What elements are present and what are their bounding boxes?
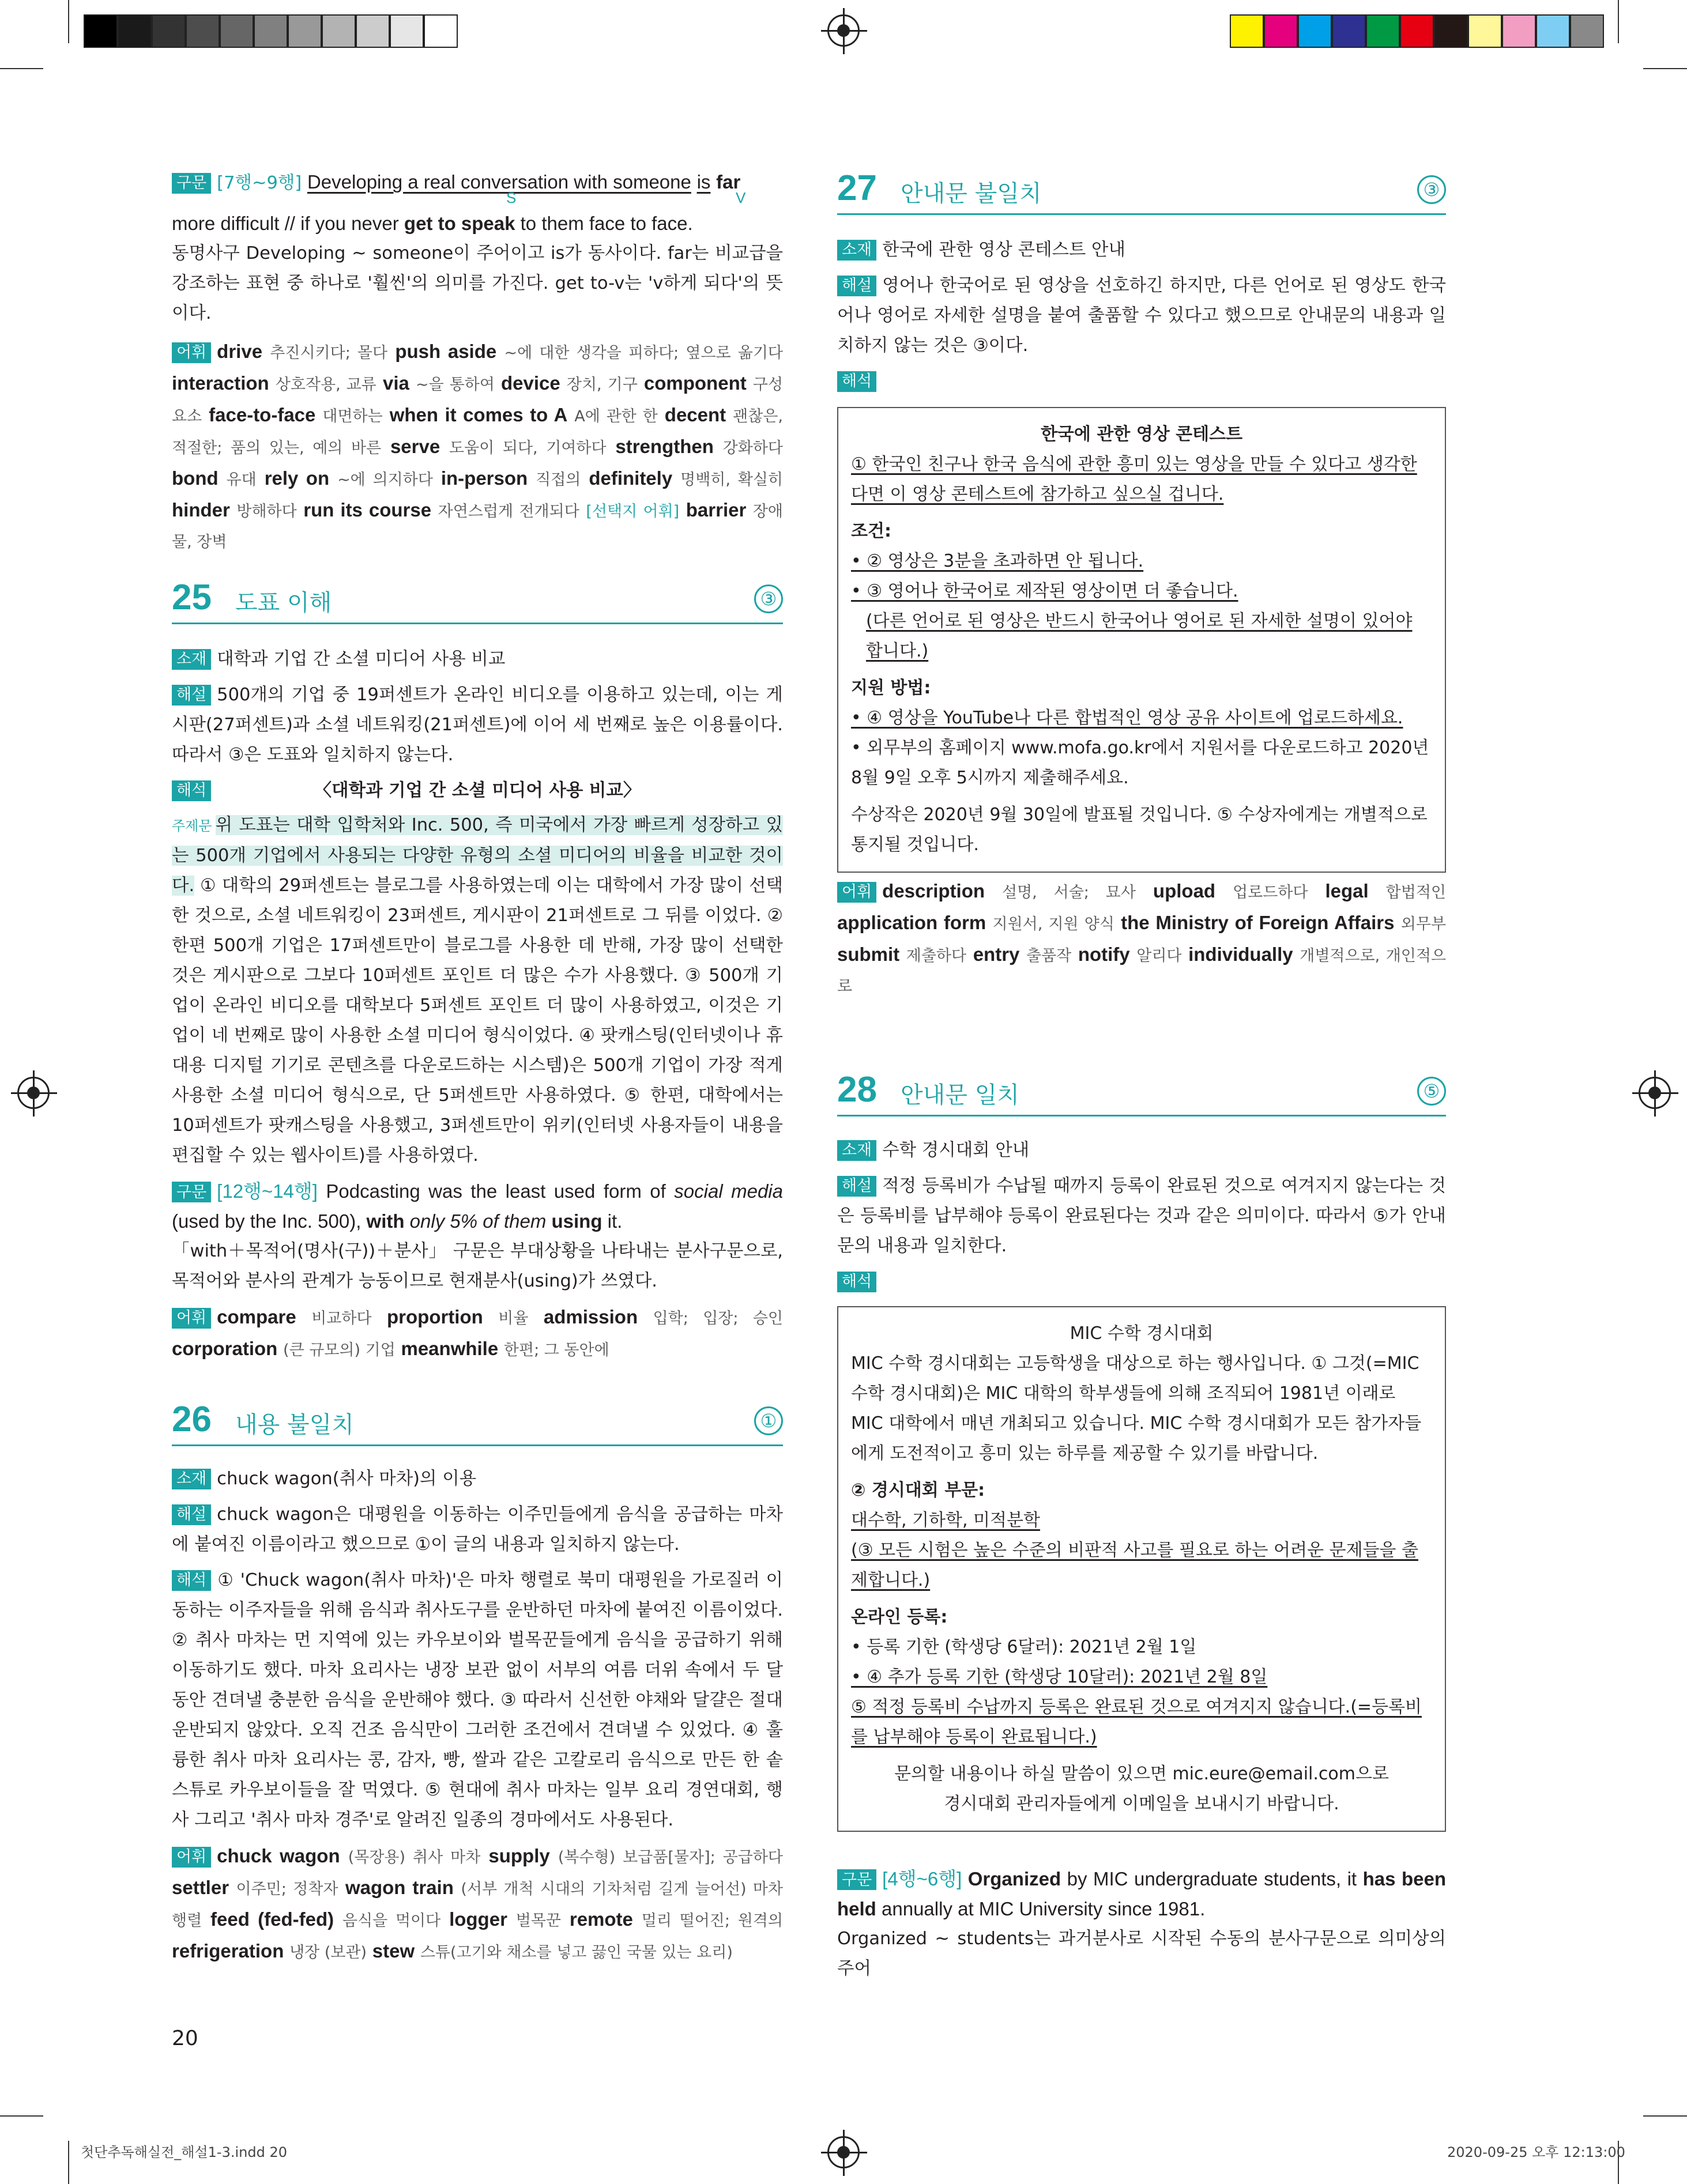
vocab-word: feed (fed-fed) — [210, 1908, 334, 1930]
vocab-word: run its course — [303, 499, 432, 520]
vocab-word: notify — [1078, 944, 1130, 965]
registration-item: • 등록 기한 (학생당 6달러): 2021년 2월 1일 — [851, 1637, 1197, 1657]
question-27-header — [837, 167, 1446, 215]
color-swatch — [1400, 14, 1434, 48]
vocab-word: decent — [664, 404, 726, 425]
crop-line — [1643, 68, 1687, 69]
question-number: 26 — [172, 1400, 212, 1439]
haeseol-tag: 해설 — [837, 1176, 876, 1197]
color-swatch — [1502, 14, 1536, 48]
question-number: 27 — [837, 168, 877, 208]
vocab-meaning: 도움이 되다, 기여하다 — [449, 439, 607, 457]
topic-label: 주제문 — [172, 818, 212, 834]
vocab-word: the Ministry of Foreign Affairs — [1121, 912, 1395, 933]
sojae-tag: 소재 — [837, 240, 876, 261]
vocab-meaning: 업로드하다 — [1233, 884, 1308, 901]
vocab-word: compare — [217, 1306, 296, 1327]
translation-body: ① 'Chuck wagon(취사 마차)'은 마차 행렬로 북미 대평원을 가로질러 이동하는 이주자들을 위해 음식과 취사도구를 운반하던 마차에 붙여진 이름이었다. ② 취사 마차는 먼 지역에 있는 카우보이와 벌목꾼들에게 음식을 공급하기 위해 이동하기도 했다. 마차 요리사는 냉장 보관 없이 서부의 여름 더위 속에서 두 달 동안 견뎌낼 충분한 음식을 운반해야 했다. ③ 따라서 신선한 야채와 달걀은 절대 운반되지 않았다. 오직 건조 음식만이 그러한 조건에서 견뎌낼 수 있었다. ④ 훌륭한 취사 마차 요리사는 콩, 감자, 빵, 쌀과 같은 고칼로리 음식으로 만든 한 솥 스튜로 카우보이들을 잘 먹였다. ⑤ 현대에 취사 마차는 일부 요리 경연대회, 행사 그리고 '취사 마차 경주'로 알려진 일종의 경마에서도 사용된다. — [172, 1570, 783, 1830]
vocab-meaning: 강화하다 — [722, 439, 783, 457]
sentence-part: by MIC undergraduate students, it — [1061, 1868, 1363, 1889]
question-number: 28 — [837, 1070, 877, 1110]
vocab-meaning: ~을 통하여 — [415, 376, 495, 394]
registration-mark-top — [827, 14, 860, 47]
vocab-word: individually — [1188, 944, 1293, 965]
answer-circle: ⑤ — [1417, 1077, 1446, 1106]
question-title: 안내문 불일치 — [901, 180, 1042, 207]
vocab-meaning: 멀리 떨어진; 원격의 — [641, 1912, 783, 1930]
vocab-meaning: 한편; 그 동안에 — [503, 1341, 609, 1359]
vocab-word: admission — [543, 1306, 638, 1327]
registration-mark-left — [17, 1077, 50, 1109]
line-range: [4행~6행] — [882, 1868, 962, 1889]
registration-mark-bottom — [827, 2136, 860, 2168]
crop-line — [1618, 0, 1619, 43]
color-swatch — [186, 14, 220, 48]
vocab-meaning: (목장용) 취사 마차 — [348, 1849, 481, 1866]
vocab-word: chuck wagon — [217, 1845, 340, 1866]
vocab-word: rely on — [264, 467, 330, 489]
apply-label: 지원 방법: — [851, 678, 931, 698]
vocab-meaning: 추진시키다; 몰다 — [270, 344, 388, 362]
apply-item: • ④ 영상을 YouTube나 다른 합법적인 영상 공유 사이트에 업로드하세요. — [851, 708, 1403, 728]
vocab-word: stew — [372, 1940, 415, 1962]
color-swatch — [356, 14, 390, 48]
color-swatch — [84, 14, 118, 48]
sentence-part: Podcasting was the least used form of — [326, 1180, 675, 1202]
vocab-meaning: A에 관한 한 — [574, 408, 658, 425]
vocab-word: in-person — [440, 467, 528, 489]
question-25-header — [172, 576, 783, 624]
contact-line: 경시대회 관리자들에게 이메일을 보내시기 바랍니다. — [944, 1794, 1339, 1814]
color-swatch — [254, 14, 288, 48]
division-note: (③ 모든 시험은 높은 수준의 비판적 사고를 필요로 하는 어려운 문제들을 출제합니다.) — [851, 1540, 1418, 1590]
vocab-meaning: 괜찮은, 적절한; 품의 있는, 예의 바른 — [172, 408, 783, 457]
vocab-word: refrigeration — [172, 1940, 284, 1962]
sojae-text: 한국에 관한 영상 콘테스트 안내 — [882, 240, 1125, 260]
vocab-tag: 어휘 — [172, 342, 211, 363]
crop-line — [1643, 2115, 1687, 2117]
answer-circle: ① — [754, 1406, 783, 1435]
vocab-word: interaction — [172, 372, 269, 394]
vocab-meaning: 냉장 (보관) — [289, 1944, 367, 1962]
vocab-tag: 어휘 — [172, 1847, 211, 1868]
sojae-tag: 소재 — [172, 649, 211, 670]
color-swatch — [424, 14, 458, 48]
question-25-body — [172, 644, 783, 1366]
vocab-word: entry — [973, 944, 1020, 965]
haeseol-text: 영어나 한국어로 된 영상을 선호하긴 하지만, 다른 언어로 된 영상도 한국어나 영어로 자세한 설명을 붙여 출품할 수 있다고 했으므로 안내문의 내용과 일치하지 않는 것은 ③이다. — [837, 276, 1446, 356]
division-items: 대수학, 기하학, 미적분학 — [851, 1510, 1040, 1530]
notice-title: MIC 수학 경시대회 — [1070, 1323, 1214, 1344]
question-title: 내용 불일치 — [235, 1412, 354, 1438]
notice-paragraph: MIC 수학 경시대회는 고등학생을 대상으로 하는 행사입니다. ① 그것(=MIC 수학 경시대회)은 MIC 대학의 학부생들에 의해 조직되어 1981년 이래로 MIC 대학에서 매년 개최되고 있습니다. MIC 수학 경시대회가 모든 참가자들에게 도전적이고 흥미 있는 하루를 제공할 수 있기를 바랍니다. — [851, 1353, 1422, 1463]
sojae-tag: 소재 — [837, 1140, 876, 1161]
gumun-explanation: 동명사구 Developing ~ someone이 주어이고 is가 동사이다. far는 비교급을 강조하는 표현 중 하나로 '훨씬'의 의미를 가진다. get to-v는 'v하게 되다'의 뜻이다. — [172, 243, 783, 323]
vocab-meaning: 스튜(고기와 채소를 넣고 끓인 국물 있는 요리) — [420, 1944, 733, 1962]
question-26-body — [172, 1464, 783, 1968]
contest-notice-box — [837, 407, 1446, 873]
haeseok-tag: 해석 — [172, 1570, 211, 1591]
sentence-part: social media — [674, 1180, 783, 1202]
question-27-body — [837, 235, 1446, 397]
apply-item: • 외무부의 홈페이지 www.mofa.go.kr에서 지원서를 다운로드하고 2020년 8월 9일 오후 5시까지 제출해주세요. — [851, 738, 1429, 788]
question-26-header — [172, 1398, 783, 1446]
notice-paragraph: ① 한국인 친구나 한국 음식에 관한 흥미 있는 영상을 만들 수 있다고 생각한다면 이 영상 콘테스트에 참가하고 싶으실 겁니다. — [851, 454, 1417, 504]
vocab-word: when it comes to A — [389, 404, 568, 425]
vocab-meaning: 외무부 — [1400, 915, 1446, 933]
haeseol-tag: 해설 — [172, 1504, 211, 1525]
crop-line — [68, 0, 69, 43]
sojae-text: 대학과 기업 간 소셜 미디어 사용 비교 — [217, 649, 506, 669]
sojae-text: 수학 경시대회 안내 — [882, 1140, 1030, 1160]
question-28-header — [837, 1069, 1446, 1116]
sentence-part: only 5% of them — [404, 1210, 552, 1232]
vocab-meaning: 구성요소 — [172, 376, 783, 425]
haeseok-tag: 해석 — [172, 780, 211, 801]
question-27-vocab — [837, 876, 1446, 1002]
color-swatch — [118, 14, 152, 48]
vocab-meaning: 비율 — [498, 1310, 529, 1327]
notice-closing: 수상작은 2020년 9월 30일에 발표될 것입니다. ⑤ 수상자에게는 개별적으로 통지될 것입니다. — [851, 805, 1428, 855]
vocab-word: via — [382, 372, 409, 394]
line-range: [12행~14행] — [217, 1180, 318, 1202]
vocab-meaning: (큰 규모의) 기업 — [283, 1341, 396, 1359]
translation-body: ① 대학의 29퍼센트는 블로그를 사용하였는데 이는 대학에서 가장 많이 선택한 것으로, 소셜 네트워킹이 23퍼센트, 게시판이 21퍼센트로 그 뒤를 이었다. ② 한편 500개 기업은 17퍼센트만이 블로그를 사용한 데 반해, 가장 많이 선택한 것은 게시판으로 그보다 10퍼센트 포인트 더 많은 수가 사용했다. ③ 500개 기업이 온라인 비디오를 대학보다 5퍼센트 포인트 더 많이 사용하였고, 이것은 기업이 네 번째로 많이 사용한 소셜 미디어 형식이었다. ④ 팟캐스팅(인터넷이나 휴대용 디지털 기기로 콘텐츠를 다운로드하는 시스템)은 500개 기업이 가장 적게 사용한 소셜 미디어 형식으로, 단 5퍼센트만 사용하였다. ⑤ 한편, 대학에서는 10퍼센트가 팟캐스팅을 사용했고, 3퍼센트만이 위키(인터넷 사용자들이 내용을 편집할 수 있는 웹사이트)를 사용하였다. — [172, 876, 783, 1165]
sentence-part: (used by the Inc. 500), — [172, 1210, 367, 1232]
vocab-meaning: 출품작 — [1026, 947, 1072, 965]
haeseol-text: 적정 등록비가 수납될 때까지 등록이 완료된 것으로 여겨지지 않는다는 것은 등록비를 납부해야 등록이 완료된다는 것과 같은 의미이다. 따라서 ⑤가 안내문의 내용과 일치한다. — [837, 1176, 1446, 1256]
vocab-meaning: 이주민; 정착자 — [236, 1880, 338, 1898]
condition-item: • ③ 영어나 한국어로 제작된 영상이면 더 좋습니다. — [851, 581, 1238, 601]
vocab-meaning: 유대 — [226, 471, 257, 489]
question-28-gumun — [837, 1864, 1446, 1984]
registration-label: 온라인 등록: — [851, 1607, 948, 1627]
vocab-word: corporation — [172, 1338, 278, 1359]
sentence-part: to them face to face. — [515, 213, 693, 234]
question-title: 안내문 일치 — [901, 1082, 1019, 1108]
vocab-tag: 어휘 — [172, 1308, 211, 1329]
verb-word: is — [696, 171, 711, 193]
vocab-word: proportion — [387, 1306, 483, 1327]
sentence-part: annually at MIC University since 1981. — [876, 1898, 1206, 1919]
bold-word: far — [716, 171, 741, 193]
subject-phrase: Developing a real conversation with someone — [307, 171, 691, 193]
registration-mark-right — [1639, 1077, 1671, 1109]
verb-mark: V — [736, 189, 746, 206]
vocab-meaning: ~에 의지하다 — [337, 471, 433, 489]
crop-line — [0, 2115, 43, 2117]
vocab-word: hinder — [172, 499, 230, 520]
vocab-meaning: 합법적인 — [1385, 884, 1446, 901]
line-range: [7행~9행] — [217, 173, 302, 193]
crop-line — [68, 2141, 69, 2184]
sentence-part: more difficult // if you never — [172, 213, 404, 234]
vocab-word: submit — [837, 944, 900, 965]
vocab-meaning: 벌목꾼 — [515, 1912, 562, 1930]
vocab-word: strengthen — [615, 436, 714, 457]
gumun-tag: 구문 — [172, 1182, 211, 1202]
color-swatch — [1536, 14, 1570, 48]
vocab-word: legal — [1325, 880, 1369, 901]
vocab-word: application form — [837, 912, 986, 933]
gumun-explanation: 「with＋목적어(명사(구))＋분사」 구문은 부대상황을 나타내는 분사구문으로, 목적어와 분사의 관계가 능동이므로 현재분사(using)가 쓰였다. — [172, 1241, 783, 1291]
answer-circle: ③ — [754, 584, 783, 613]
vocab-meaning: ~에 대한 생각을 피하다; 옆으로 옮기다 — [504, 344, 783, 362]
page-number: 20 — [172, 2027, 198, 2050]
vocab-word: wagon train — [345, 1877, 454, 1898]
left-column — [172, 167, 783, 557]
question-28-body — [837, 1136, 1446, 1297]
file-slug: 첫단추독해실전_해설1-3.indd 20 — [81, 2144, 287, 2160]
haeseok-tag: 해석 — [837, 371, 876, 392]
color-swatch — [390, 14, 424, 48]
vocab-meaning: 지원서, 지원 양식 — [992, 915, 1114, 933]
vocab-word: barrier — [686, 499, 747, 520]
vocab-word: component — [643, 372, 747, 394]
vocab-word: remote — [569, 1908, 633, 1930]
vocab-word: bond — [172, 467, 219, 489]
conditions-label: 조건: — [851, 521, 891, 541]
vocab-meaning: 장치, 기구 — [566, 376, 638, 394]
vocab-word: face-to-face — [209, 404, 316, 425]
vocab-meaning: 자연스럽게 전개되다 — [438, 503, 579, 520]
vocab-meaning: 음식을 먹이다 — [342, 1912, 441, 1930]
vocab-meaning: 입학; 입장; 승인 — [653, 1310, 783, 1327]
vocab-meaning: 대면하는 — [322, 408, 383, 425]
vocab-meaning: 비교하다 — [311, 1310, 372, 1327]
vocab-meaning: 장애물, 장벽 — [172, 503, 784, 551]
vocab-meaning: 직접의 — [536, 471, 581, 489]
vocab-word: supply — [488, 1845, 550, 1866]
vocab-word: meanwhile — [401, 1338, 499, 1359]
division-label: ② 경시대회 부문: — [851, 1480, 985, 1500]
translation-title: 〈대학과 기업 간 소셜 미디어 사용 비교〉 — [314, 780, 641, 801]
color-swatch — [220, 14, 254, 48]
contact-line: 문의할 내용이나 하실 말씀이 있으면 mic.eure@email.com으로 — [894, 1764, 1389, 1784]
vocab-meaning: 제출하다 — [906, 947, 967, 965]
color-swatch — [1298, 14, 1332, 48]
vocab-meaning: 방해하다 — [236, 503, 297, 520]
vocab-tag: 어휘 — [837, 882, 876, 903]
sentence-part: Organized — [967, 1868, 1061, 1889]
vocab-word: drive — [217, 341, 263, 362]
subject-mark: S — [506, 189, 517, 206]
question-number: 25 — [172, 578, 212, 617]
gumun-tag: 구문 — [837, 1869, 876, 1890]
condition-item: • ② 영상은 3분을 초과하면 안 됩니다. — [851, 551, 1144, 571]
color-swatch — [288, 14, 322, 48]
vocab-word: description — [882, 880, 985, 901]
vocab-word: serve — [390, 436, 440, 457]
color-swatch — [1366, 14, 1400, 48]
sojae-tag: 소재 — [172, 1469, 211, 1489]
vocab-block-1 — [172, 337, 783, 557]
gumun-tag: 구문 — [172, 173, 211, 194]
question-title: 도표 이해 — [235, 590, 332, 616]
vocab-meaning: 알리다 — [1136, 947, 1182, 965]
crop-line — [0, 68, 43, 69]
color-swatch — [1570, 14, 1604, 48]
vocab-word: push aside — [395, 341, 497, 362]
registration-item: ⑤ 적정 등록비 수납까지 등록은 완료된 것으로 여겨지지 않습니다.(=등록비를 납부해야 등록이 완료됩니다.) — [851, 1697, 1422, 1747]
condition-item: (다른 언어로 된 영상은 반드시 한국어나 영어로 된 자세한 설명이 있어야 합니다.) — [866, 611, 1413, 661]
vocab-word: device — [501, 372, 560, 394]
vocab-meaning: 상호작용, 교류 — [275, 376, 376, 394]
vocab-meaning: 명백히, 확실히 — [680, 471, 784, 489]
vocab-meaning: (서부 개척 시대의 기차처럼 길게 늘어선) 마차 행렬 — [172, 1880, 783, 1930]
vocab-word: upload — [1153, 880, 1216, 901]
color-swatch — [1468, 14, 1502, 48]
notice-title: 한국에 관한 영상 콘테스트 — [1040, 424, 1243, 444]
sentence-part: has been held — [837, 1868, 1447, 1919]
answer-circle: ③ — [1417, 175, 1446, 204]
haeseol-tag: 해설 — [837, 276, 876, 296]
color-swatch — [152, 14, 186, 48]
gumun-explanation: Organized ~ students는 과거분사로 시작된 수동의 분사구문으로 의미상의 주어 — [837, 1929, 1446, 1979]
date-slug: 2020-09-25 오후 12:13:00 — [1447, 2144, 1625, 2160]
sentence-part: it. — [602, 1210, 623, 1232]
color-swatch — [1264, 14, 1298, 48]
gumun-block-1 — [172, 167, 783, 329]
color-swatch — [322, 14, 356, 48]
sentence-part: using — [551, 1210, 602, 1232]
vocab-word: logger — [449, 1908, 507, 1930]
math-contest-box — [837, 1306, 1446, 1832]
vocab-meaning: 개별적으로, 개인적으로 — [837, 947, 1447, 995]
vocab-word: settler — [172, 1877, 229, 1898]
vocab-meaning: 설명, 서술; 묘사 — [1002, 884, 1136, 901]
vocab-meaning: (복수형) 보급품[물자]; 공급하다 — [558, 1849, 784, 1866]
topic-sentence: 위 도표는 대학 입학처와 Inc. 500, 즉 미국에서 가장 빠르게 성장하고 있는 500개 기업에서 사용되는 다양한 유형의 소셜 미디어의 비율을 비교한 것이다. — [172, 815, 783, 896]
haeseok-tag: 해석 — [837, 1272, 876, 1292]
haeseol-tag: 해설 — [172, 685, 211, 706]
registration-item: • ④ 추가 등록 기한 (학생당 10달러): 2021년 2월 8일 — [851, 1667, 1268, 1687]
sentence-part: with — [366, 1210, 405, 1232]
sentence-part: get to speak — [404, 213, 515, 234]
color-swatch — [1230, 14, 1264, 48]
haeseol-text: chuck wagon은 대평원을 이동하는 이주민들에게 음식을 공급하는 마차에 붙여진 이름이라고 했으므로 ①이 글의 내용과 일치하지 않는다. — [172, 1504, 783, 1555]
color-swatch — [1332, 14, 1366, 48]
haeseol-text: 500개의 기업 중 19퍼센트가 온라인 비디오를 이용하고 있는데, 이는 게시판(27퍼센트)과 소셜 네트워킹(21퍼센트)에 이어 세 번째로 높은 이용률이다. 따라서 ③은 도표와 일치하지 않는다. — [172, 685, 783, 765]
vocab-word: definitely — [589, 467, 673, 489]
sojae-text: chuck wagon(취사 마차)의 이용 — [217, 1469, 477, 1489]
choice-vocab-label: [선택지 어휘] — [586, 503, 680, 520]
color-swatch — [1434, 14, 1468, 48]
